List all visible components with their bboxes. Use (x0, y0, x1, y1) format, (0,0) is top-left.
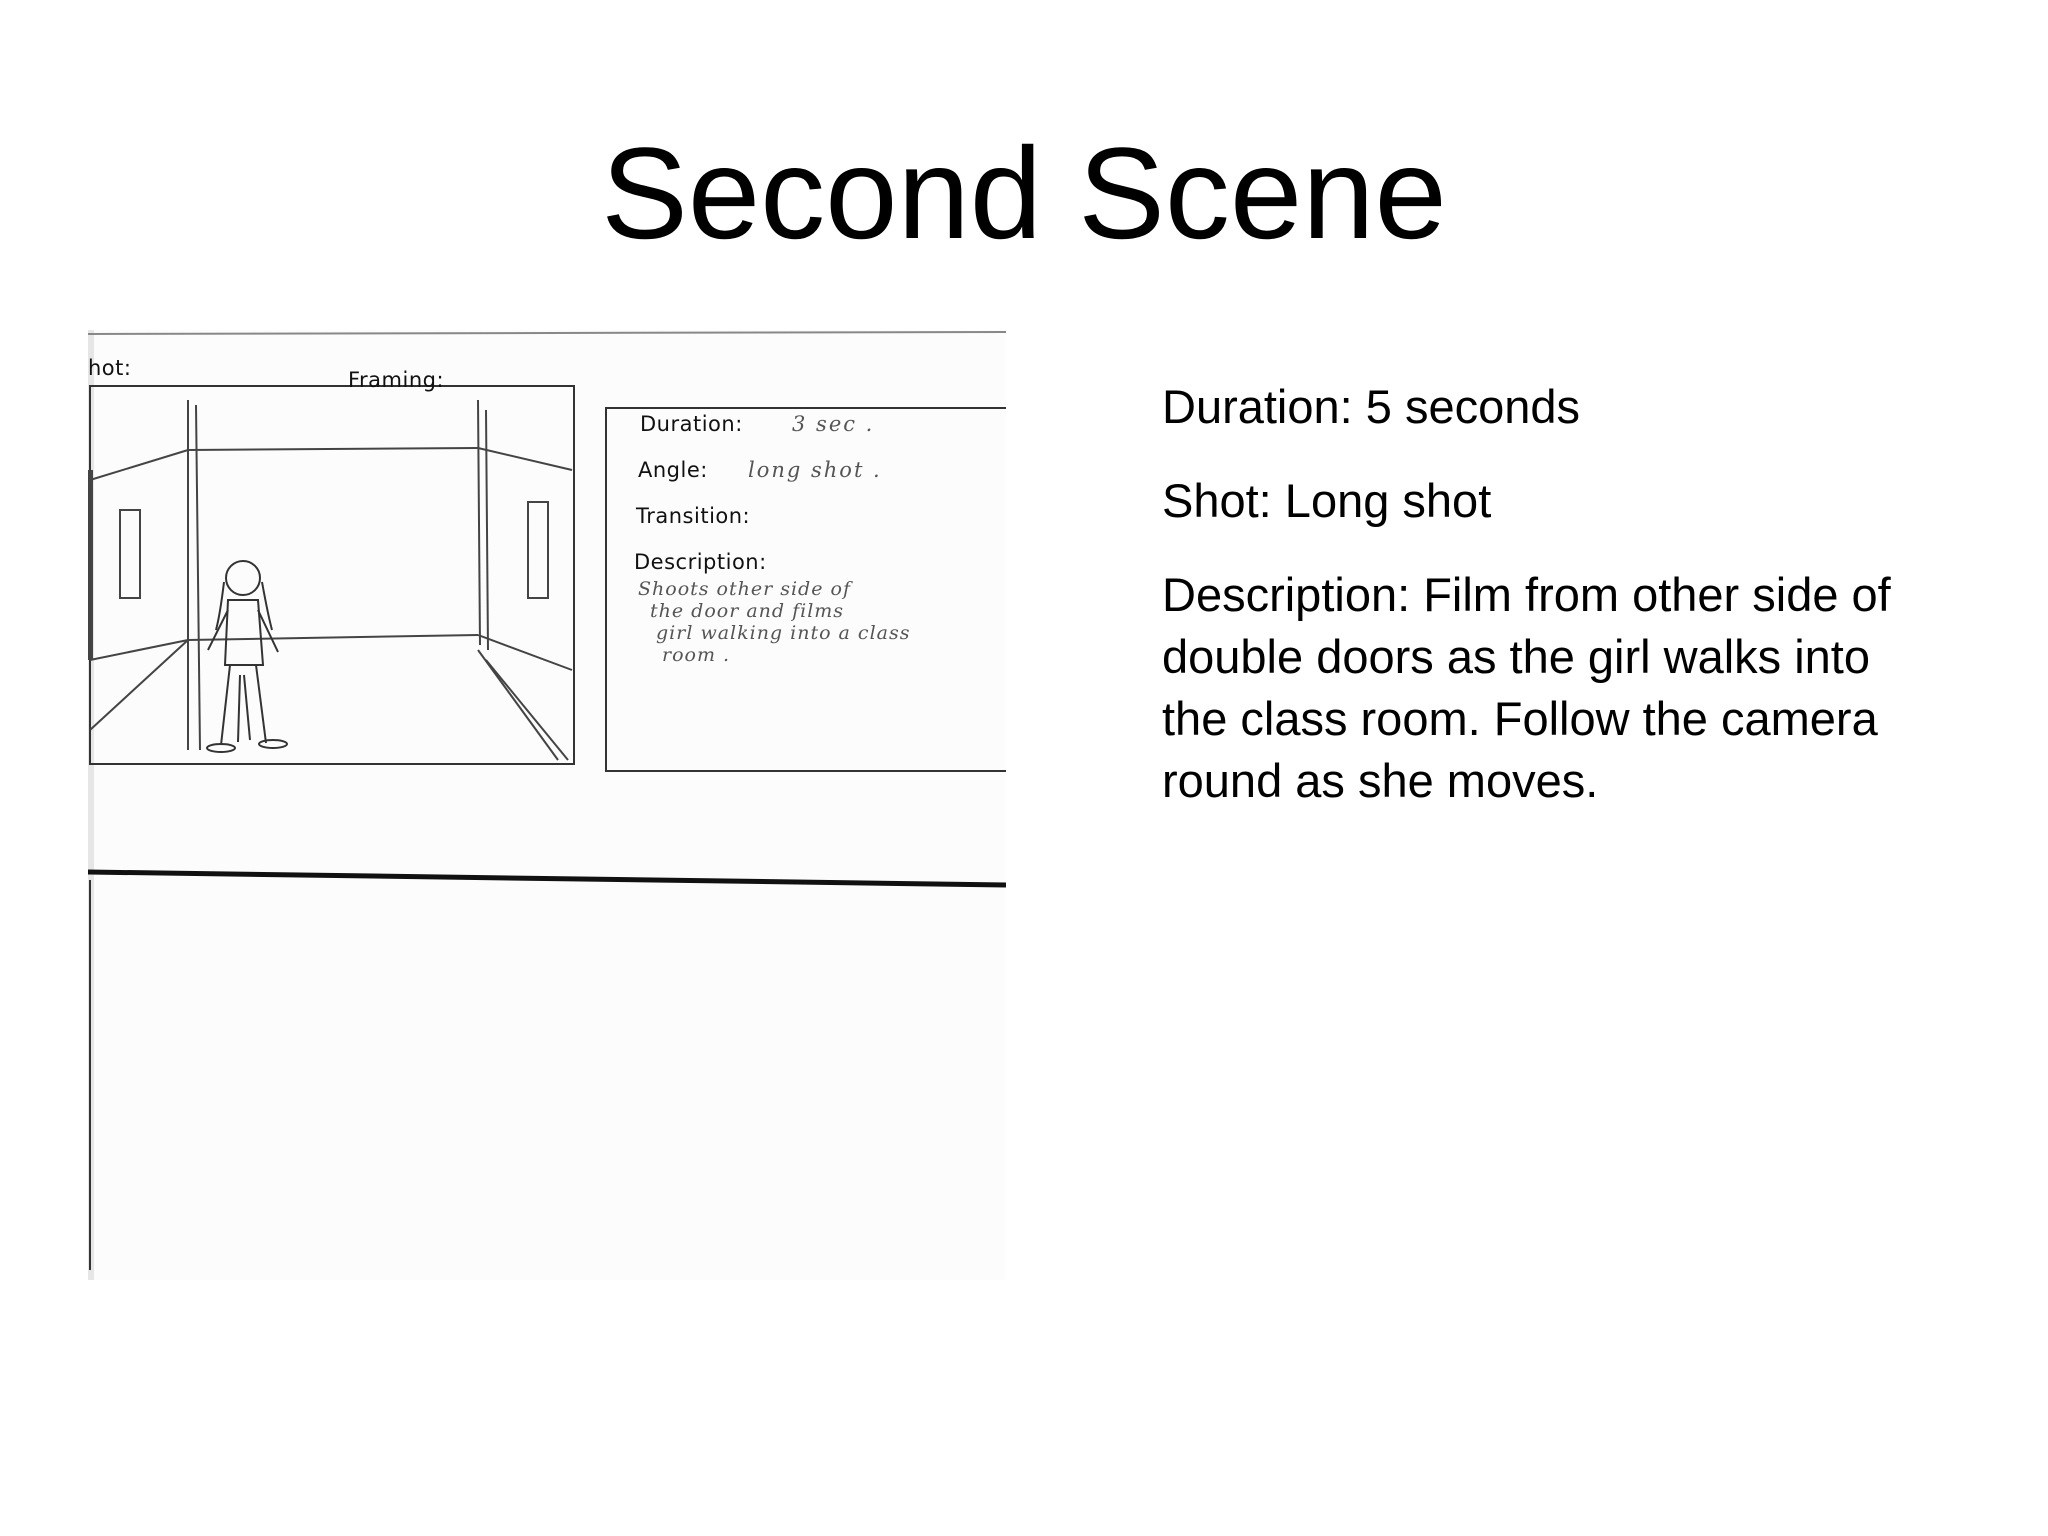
description-line: girl walking into a class (656, 622, 911, 644)
scene-notes (1162, 376, 1922, 844)
storyboard-scan (88, 330, 1006, 1280)
divider-line (88, 872, 1006, 885)
duration-handwritten: 3 sec . (792, 412, 875, 436)
description-line: room . (662, 644, 731, 666)
duration-note: Duration: 5 seconds (1162, 380, 1581, 433)
shot-note: Shot: Long shot (1162, 474, 1492, 527)
slide-title: Second Scene (601, 120, 1447, 266)
frame-box (90, 386, 574, 764)
shot-label: hot: (88, 356, 132, 380)
duration-label: Duration: (640, 412, 743, 436)
room-sketch (90, 400, 572, 760)
angle-label: Angle: (638, 458, 708, 482)
description-note: Description: Film from other side of double doors as the girl walks into the class room. Follow the camera round as she moves. (1162, 568, 1891, 807)
transition-label: Transition: (636, 504, 751, 528)
description-label: Description: (634, 550, 767, 574)
framing-label: Framing: (348, 368, 445, 392)
description-line: the door and films (650, 600, 845, 622)
description-line: Shoots other side of (638, 578, 851, 600)
girl-figure (207, 561, 287, 752)
description-handwritten (638, 578, 998, 666)
angle-handwritten: long shot . (748, 458, 882, 482)
